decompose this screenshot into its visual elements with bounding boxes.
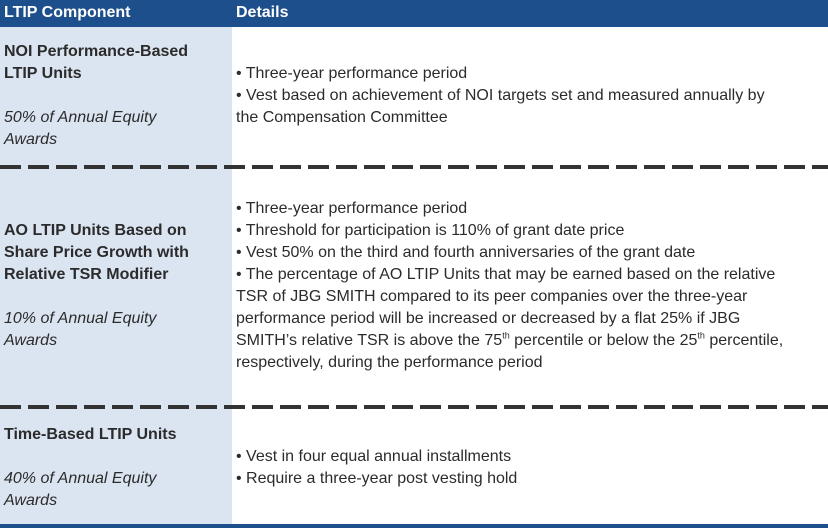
detail-line: • Three-year performance period <box>236 200 468 217</box>
pct-line: Awards <box>4 332 58 349</box>
detail-line: TSR of JBG SMITH compared to its peer companies over the three-year <box>236 288 748 305</box>
ordinal-suffix: th <box>697 330 705 341</box>
pct-line: 40% of Annual Equity <box>4 470 157 487</box>
details-cell <box>236 198 828 374</box>
detail-line: • Vest in four equal annual installments <box>236 448 512 465</box>
header-details: Details <box>236 4 289 21</box>
detail-line: • Three-year performance period <box>236 65 468 82</box>
detail-line: the Compensation Committee <box>236 109 448 126</box>
ordinal-suffix: th <box>502 330 510 341</box>
detail-line: performance period will be increased or decreased by a flat 25% if JBG <box>236 310 741 327</box>
detail-line <box>236 330 828 352</box>
details-cell <box>236 446 828 490</box>
title-line: Share Price Growth with <box>4 244 189 261</box>
pct-line: 10% of Annual Equity <box>4 310 157 327</box>
title-line: Relative TSR Modifier <box>4 266 169 283</box>
component-cell <box>4 41 230 151</box>
title-line: NOI Performance-Based <box>4 43 189 60</box>
award-percentage <box>4 468 230 512</box>
header-ltip-component: LTIP Component <box>4 4 131 21</box>
detail-line: • The percentage of AO LTIP Units that may be earned based on the relative <box>236 266 776 283</box>
component-title <box>4 41 230 85</box>
pct-line: 50% of Annual Equity <box>4 109 157 126</box>
component-cell <box>4 220 230 352</box>
title-line: LTIP Units <box>4 65 82 82</box>
detail-line: • Require a three-year post vesting hold <box>236 470 518 487</box>
detail-line: • Threshold for participation is 110% of grant date price <box>236 222 625 239</box>
pct-line: Awards <box>4 131 58 148</box>
table-header <box>0 0 828 27</box>
detail-text: percentile, <box>704 332 784 349</box>
award-percentage <box>4 107 230 151</box>
component-title <box>4 220 230 286</box>
row-divider <box>0 405 828 409</box>
detail-line: respectively, during the performance period <box>236 354 543 371</box>
detail-text: percentile or below the 25 <box>509 332 698 349</box>
title-line: AO LTIP Units Based on <box>4 222 187 239</box>
details-cell <box>236 63 828 129</box>
table-bottom-border <box>0 524 828 528</box>
component-cell <box>4 424 230 512</box>
pct-line: Awards <box>4 492 58 509</box>
component-title <box>4 424 230 446</box>
detail-line: • Vest based on achievement of NOI targets set and measured annually by <box>236 87 765 104</box>
award-percentage <box>4 308 230 352</box>
detail-line: • Vest 50% on the third and fourth anniversaries of the grant date <box>236 244 696 261</box>
row-divider <box>0 165 828 169</box>
title-line: Time-Based LTIP Units <box>4 426 177 443</box>
detail-text: SMITH’s relative TSR is above the 75 <box>236 332 503 349</box>
